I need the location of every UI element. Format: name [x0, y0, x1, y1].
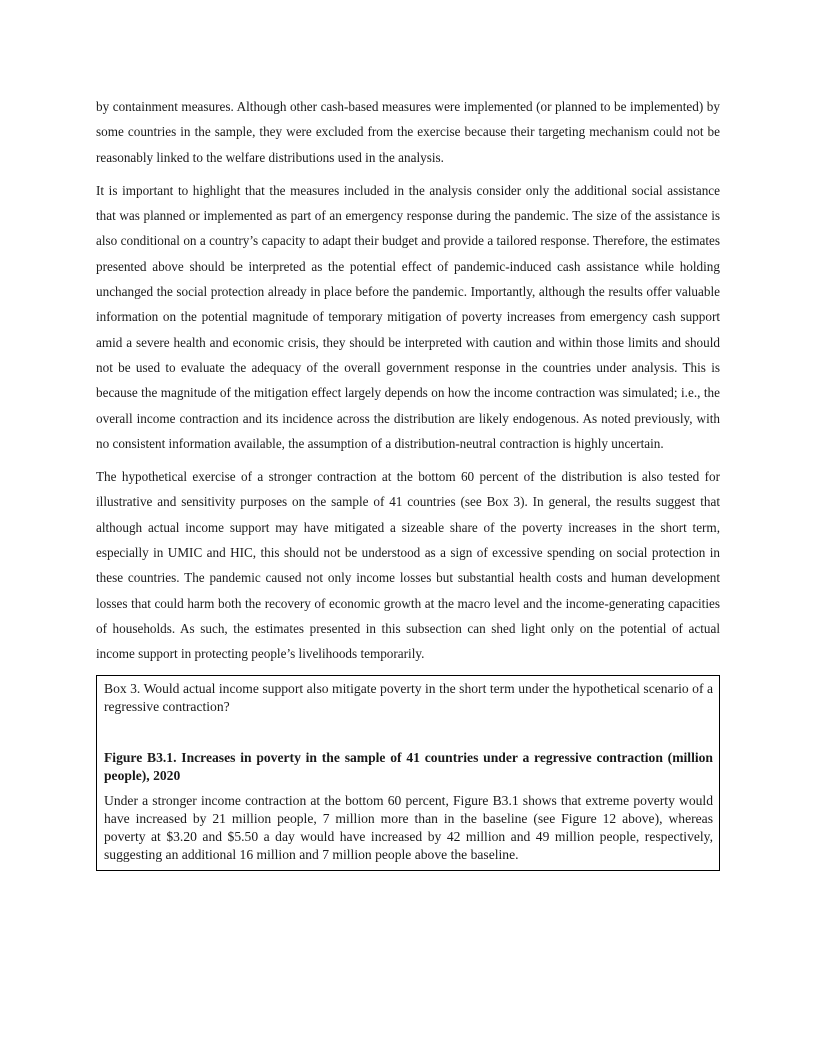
body-paragraph-2: It is important to highlight that the measures included in the analysis consider only the additional social assistance that was planned or implemented as part of an emergency response during the pandemic. The size of the assistance is also conditional on a country’s capacity to adapt their budget and provide a tailored response. Therefore, the estimates presented above should be interpreted as the potential effect of pandemic-induced cash assistance while holding unchanged the social protection already in place before the pandemic. Importantly, although the results offer valuable information on the potential magnitude of temporary mitigation of poverty increases from emergency cash support amid a severe health and economic crisis, they should be interpreted with caution and within those limits and should not be used to evaluate the adequacy of the overall government response in the countries under analysis. This is because the magnitude of the mitigation effect largely depends on how the income contraction was simulated; i.e., the overall income contraction and its incidence across the distribution are likely endogenous. As noted previously, with no consistent information available, the assumption of a distribution-neutral contraction is highly uncertain. — [96, 182, 720, 451]
body-paragraph-1: by containment measures. Although other cash-based measures were implemented (or planned to be implemented) by some countries in the sample, they were excluded from the exercise because their targeting mechanism could not be reasonably linked to the welfare distributions used in the analysis. — [96, 99, 720, 165]
box-3 — [96, 675, 720, 871]
box-title: Box 3. Would actual income support also mitigate poverty in the short term under the hypothetical scenario of a regressive contraction? — [104, 680, 713, 714]
box-text: Under a stronger income contraction at the bottom 60 percent, Figure B3.1 shows that extreme poverty would have increased by 21 million people, 7 million more than in the baseline (see Figure 12 above), whereas poverty at $3.20 and $5.50 a day would have increased by 42 million and 49 million people, respectively, suggesting an additional 16 million and 7 million people above the baseline. — [104, 792, 713, 862]
figure-title: Figure B3.1. Increases in poverty in the sample of 41 countries under a regressive contraction (million people), 2020 — [104, 749, 713, 783]
document-page — [96, 94, 720, 871]
body-paragraph-3: The hypothetical exercise of a stronger contraction at the bottom 60 percent of the distribution is also tested for illustrative and sensitivity purposes on the sample of 41 countries (see Box 3). In general, the results suggest that although actual income support may have mitigated a sizeable share of the poverty increases in the short term, especially in UMIC and HIC, this should not be understood as a sign of excessive spending on social protection in these countries. The pandemic caused not only income losses but substantial health costs and human development losses that could harm both the recovery of economic growth at the macro level and the income-generating capacities of households. As such, the estimates presented in this subsection can shed light only on the potential of actual income support in protecting people’s livelihoods temporarily. — [96, 469, 720, 662]
